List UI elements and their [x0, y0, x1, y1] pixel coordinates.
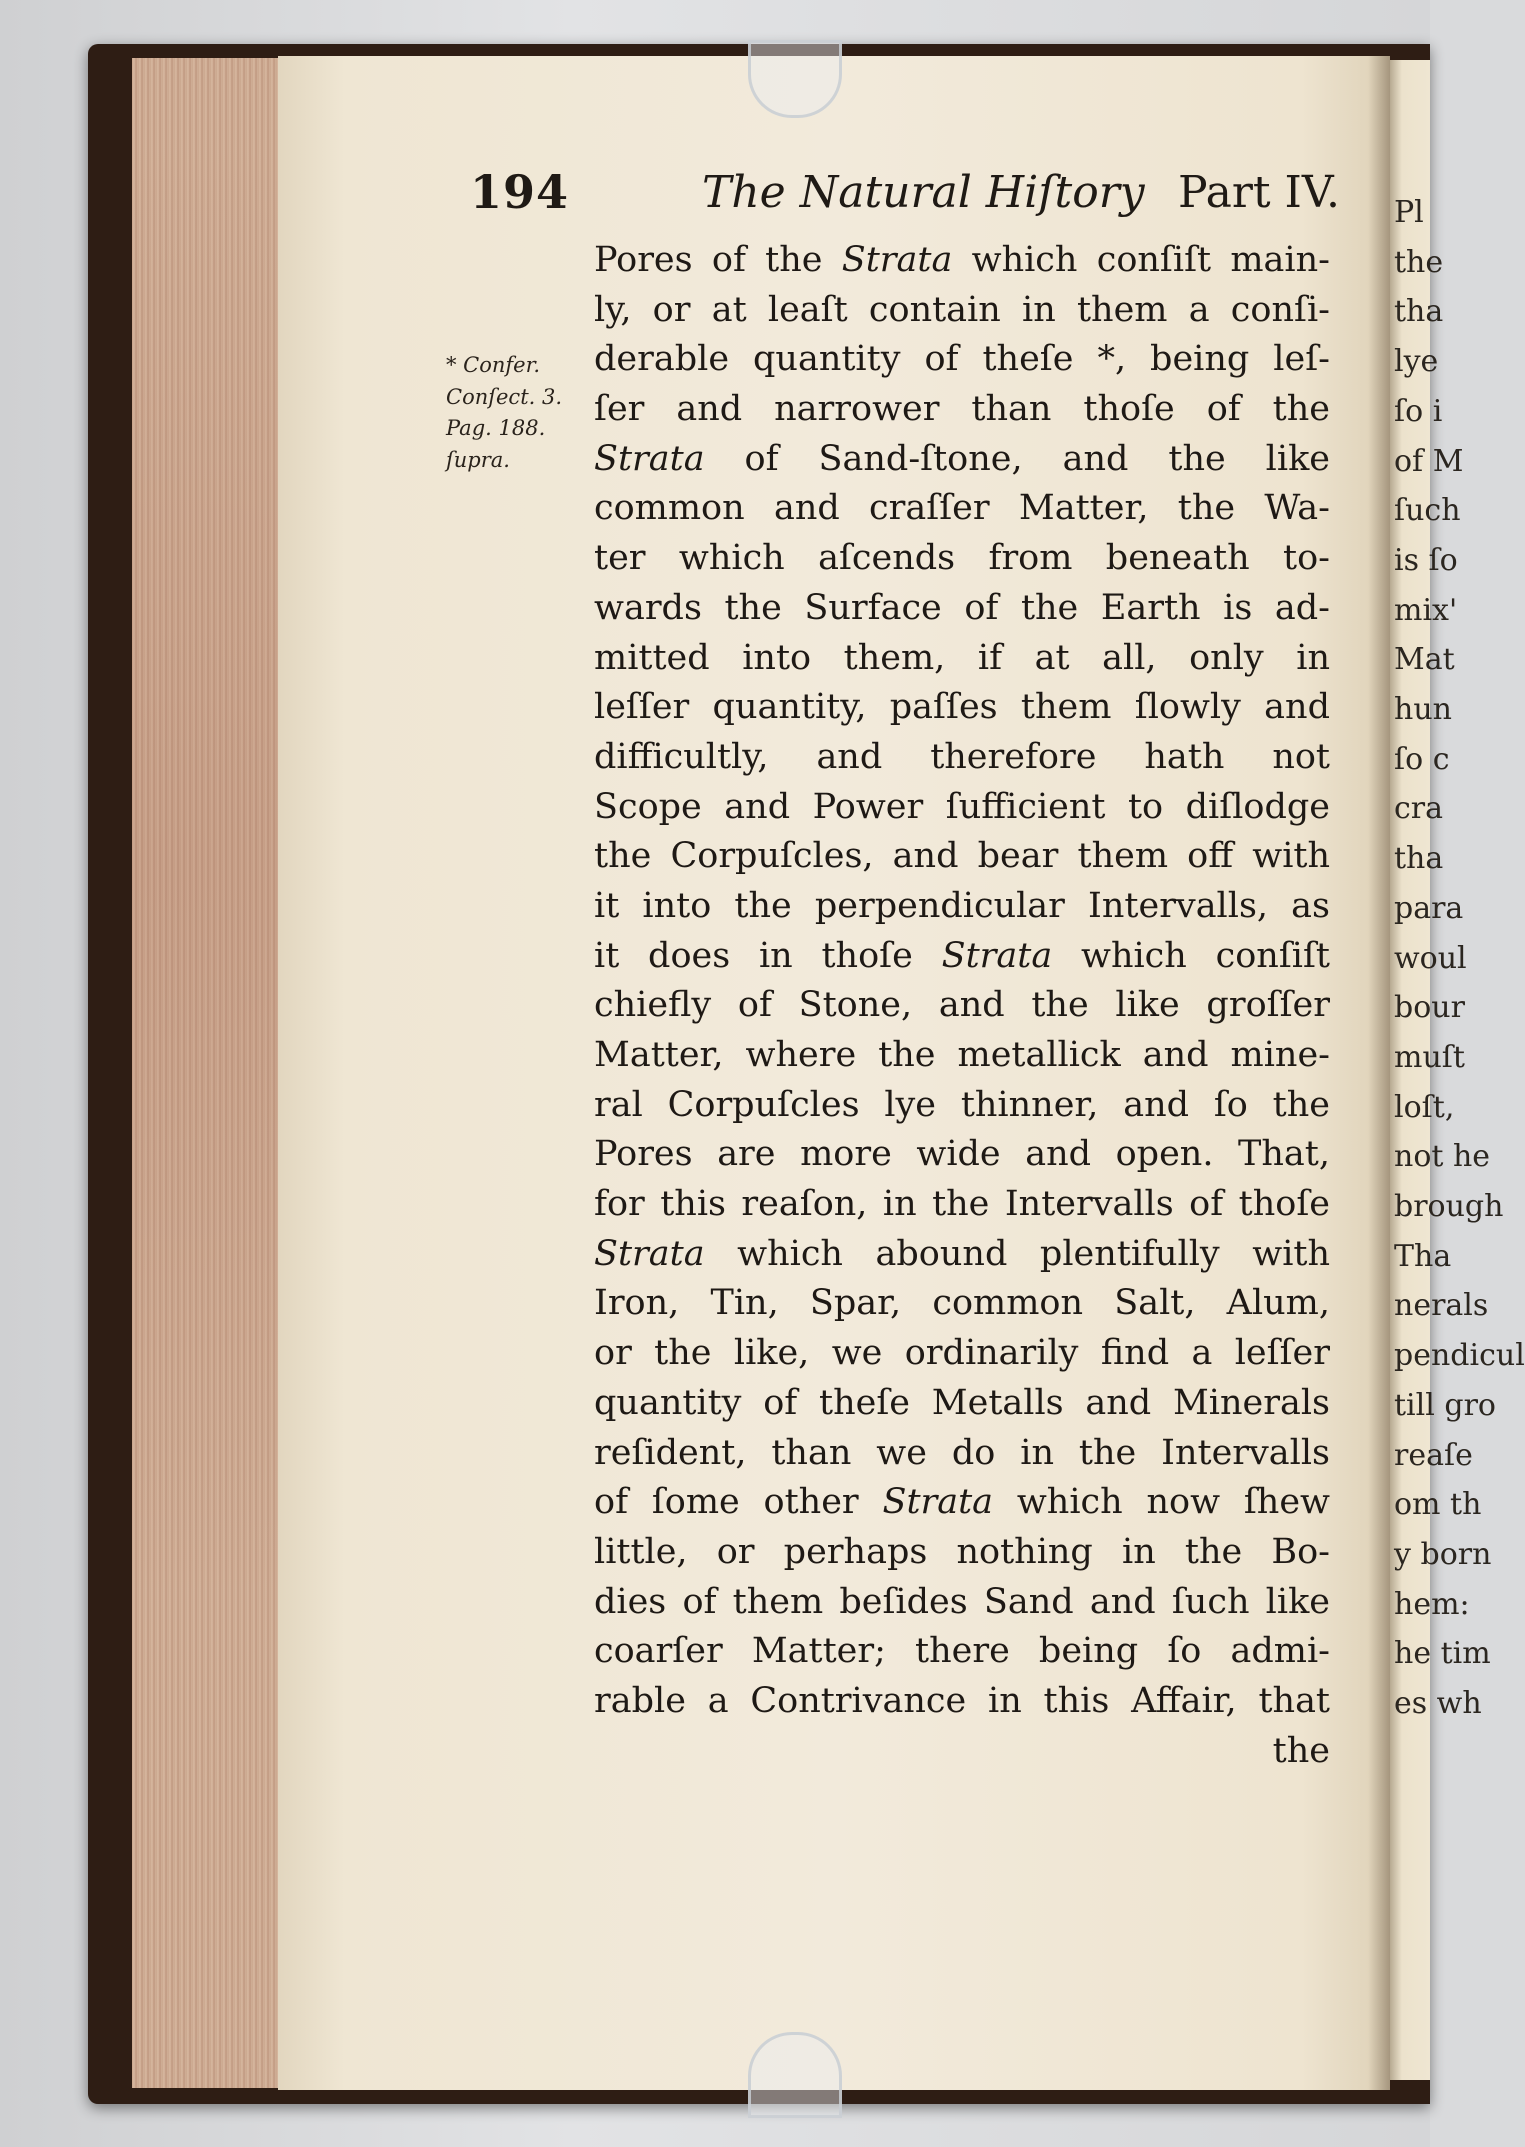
facing-page-fragment: lye [1394, 344, 1439, 380]
text-line: Scope and Power ſufficient to diſlodge [594, 786, 1330, 827]
text-line: Strata which abound plentifully with [594, 1233, 1330, 1274]
text-line: it into the perpendicular Intervalls, as [594, 885, 1330, 926]
running-title: The Natural Hiſtory [702, 167, 1145, 218]
facing-page-fragment: not he [1394, 1139, 1491, 1175]
facing-page-fragment: ſuch [1394, 493, 1461, 529]
facing-page-fragment: ſo i [1394, 393, 1443, 429]
facing-page-fragment: of M [1394, 443, 1464, 479]
facing-page-fragment: loſt, [1394, 1089, 1455, 1125]
text-line: coarſer Matter; there being ſo admi- [594, 1631, 1330, 1672]
facing-page-fragment: pendicul [1394, 1338, 1525, 1374]
text-line: ral Corpuſcles lye thinner, and ſo the [594, 1084, 1330, 1125]
text-line: difficultly, and therefore hath not [594, 736, 1330, 777]
facing-page-fragment: muſt [1394, 1039, 1465, 1075]
text-line: Pores are more wide and open. That, [594, 1134, 1330, 1175]
facing-page-fragment: is ſo [1394, 542, 1458, 578]
facing-page-fragment: hun [1394, 692, 1452, 728]
facing-page-fragment: woul [1394, 940, 1467, 976]
facing-page-fragment: the [1394, 244, 1444, 280]
facing-page-fragment: mix' [1394, 592, 1458, 628]
text-line: it does in thoſe Strata which conſiſt [594, 935, 1330, 976]
facing-page-fragment: brough [1394, 1189, 1504, 1225]
margin-note-line: * Confer. [446, 353, 541, 377]
text-line: chiefly of Stone, and the like groſſer [594, 985, 1330, 1026]
text-line: rable a Contrivance in this Affair, that [594, 1680, 1330, 1721]
text-line: mitted into them, if at all, only in [594, 637, 1330, 678]
text-line: or the like, we ordinarily find a leſſer [594, 1333, 1330, 1374]
margin-note [446, 350, 576, 476]
facing-page-fragment: tha [1394, 294, 1444, 330]
text-line: ly, or at leaſt contain in them a conſi- [594, 289, 1330, 330]
page-edges [132, 58, 282, 2088]
text-line: Iron, Tin, Spar, common Salt, Alum, [594, 1283, 1330, 1324]
text-line: Strata of Sand-ſtone, and the like [594, 438, 1330, 479]
text-line: the Corpuſcles, and bear them off with [594, 836, 1330, 877]
facing-page-fragment: ſo c [1394, 741, 1450, 777]
text-line: ſer and narrower than thoſe of the [594, 389, 1330, 430]
facing-page-fragment: cra [1394, 791, 1444, 827]
text-line: common and craſſer Matter, the Wa- [594, 488, 1330, 529]
body-text [594, 236, 1330, 1776]
facing-page-fragment: Mat [1394, 642, 1455, 678]
text-line: quantity of theſe Metalls and Minerals [594, 1382, 1330, 1423]
page-clip-bottom [748, 2032, 842, 2118]
facing-page-fragment: hem: [1394, 1586, 1470, 1622]
facing-page-fragment: Tha [1394, 1238, 1452, 1274]
text-line: ter which aſcends from beneath to- [594, 538, 1330, 579]
text-line: for this reaſon, in the Intervalls of thoſe [594, 1184, 1330, 1225]
text-line: dies of them beſides Sand and ſuch like [594, 1581, 1330, 1622]
facing-page-fragment: nerals [1394, 1288, 1489, 1324]
facing-page-fragment: para [1394, 890, 1464, 926]
facing-page-fragment: bour [1394, 990, 1465, 1026]
text-line: leſſer quantity, paſſes them ſlowly and [594, 687, 1330, 728]
facing-page-fragment: he tim [1394, 1636, 1491, 1672]
facing-page-fragment: reaſe [1394, 1437, 1473, 1473]
margin-note-line: Conſect. 3. [446, 384, 563, 409]
facing-page-fragment: Pl [1394, 195, 1424, 230]
facing-page-edge [1390, 60, 1525, 2080]
page-gutter [1368, 56, 1390, 2090]
facing-page-fragment: es wh [1394, 1686, 1482, 1722]
text-line: Matter, where the metallick and mine- [594, 1035, 1330, 1075]
page-number: 194 [470, 165, 570, 219]
text-line: reſident, than we do in the Intervalls [594, 1432, 1330, 1473]
catchword: the [1272, 1730, 1330, 1771]
text-line: of ſome other Strata which now ſhew [594, 1482, 1331, 1523]
text-line: wards the Surface of the Earth is ad- [594, 587, 1330, 628]
margin-note-line: ſupra. [446, 447, 510, 472]
page-header [470, 165, 1340, 225]
facing-page-fragments [1390, 188, 1525, 1729]
facing-page-fragment: till gro [1394, 1387, 1496, 1423]
facing-page-fragment: tha [1394, 841, 1444, 877]
facing-page-fragment: y born [1394, 1536, 1492, 1572]
text-line: little, or perhaps nothing in the Bo- [594, 1531, 1330, 1572]
facing-page-fragment: om th [1394, 1487, 1482, 1523]
part-label: Part IV. [1177, 167, 1340, 218]
text-line: derable quantity of theſe *, being leſ- [594, 339, 1330, 380]
margin-note-line: Pag. 188. [446, 416, 546, 440]
text-line: Pores of the Strata which conſiſt main- [594, 240, 1330, 280]
